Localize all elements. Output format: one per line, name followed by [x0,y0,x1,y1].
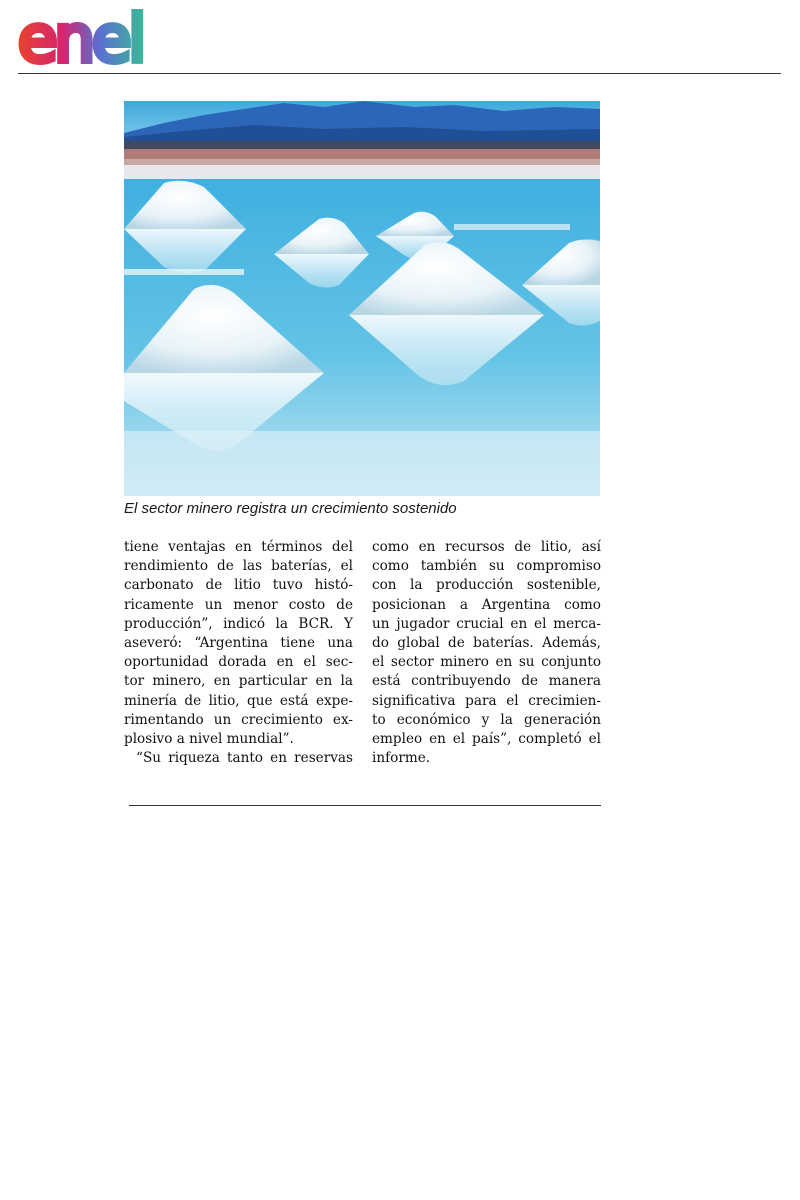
text-line: con la producción sostenible, [372,577,601,594]
article-column-left [124,538,353,768]
text-line: un jugador crucial en el merca- [372,615,601,632]
logo-text: enel [18,6,144,68]
text-line: carbonato de litio tuvo histó- [124,577,353,594]
salt-flats-photo [124,101,600,496]
text-line: ricamente un menor costo de [124,596,353,613]
text-line: informe. [372,750,431,767]
text-line: rimentando un crecimiento ex- [124,711,353,728]
text-line: plosivo a nivel mundial”. [124,730,294,747]
photo-caption: El sector minero registra un crecimiento sostenido [124,500,457,517]
text-line: tor minero, en particular en la [124,673,353,690]
text-line: to económico y la generación [372,711,601,728]
enel-logo [18,6,183,68]
text-line: como en recursos de litio, así [372,539,601,555]
text-line: aseveró: “Argentina tiene una [124,634,353,651]
article-column-right [372,538,601,768]
text-line: tiene ventajas en términos del [124,539,353,555]
text-line: minería de litio, que está expe- [124,692,353,709]
header-divider [18,73,781,74]
text-line: producción”, indicó la BCR. Y [124,615,353,632]
text-line: el sector minero en su conjunto [372,654,601,671]
text-line: oportunidad dorada en el sec- [124,654,353,671]
text-line: do global de baterías. Además, [372,634,601,651]
text-line: significativa para el crecimien- [372,692,601,709]
text-line: “Su riqueza tanto en reservas [136,750,353,767]
text-line: empleo en el país”, completó el [372,730,601,747]
article-end-divider [129,805,601,806]
text-line: como también su compromiso [372,558,601,575]
text-line: posicionan a Argentina como [372,596,601,613]
text-line: rendimiento de las baterías, el [124,558,353,575]
text-line: está contribuyendo de manera [372,673,601,690]
